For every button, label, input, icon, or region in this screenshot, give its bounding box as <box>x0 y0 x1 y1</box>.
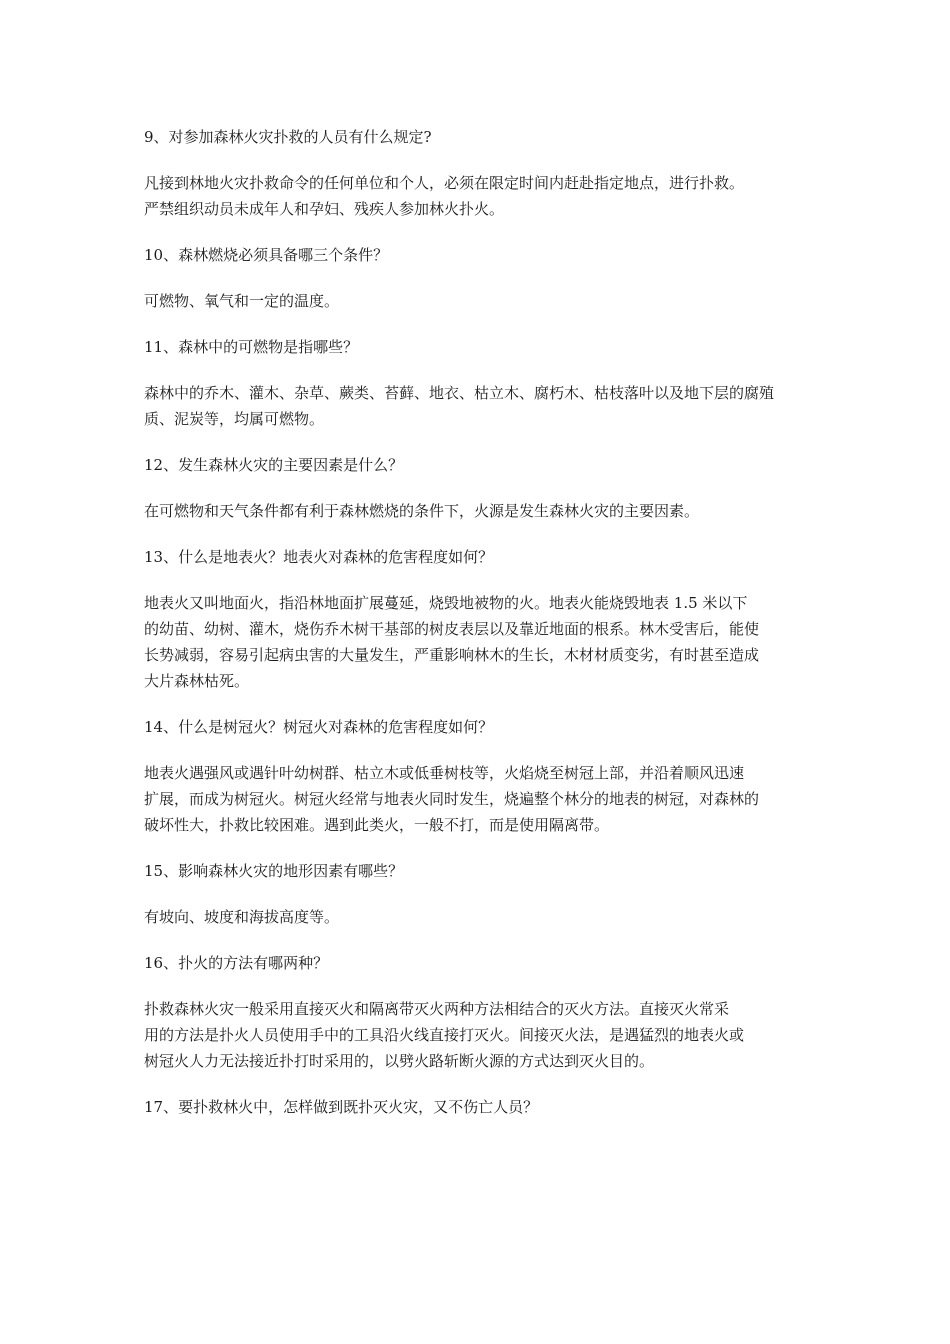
answer-line: 大片森林枯死。 <box>144 672 250 690</box>
answer-line: 的幼苗、幼树、灌木，烧伤乔木树干基部的树皮表层以及靠近地面的根系。林木受害后，能使 <box>144 620 760 638</box>
answer-16 <box>144 996 808 1074</box>
question-16: 16、扑火的方法有哪两种？ <box>144 954 329 972</box>
answer-line: 在可燃物和天气条件都有利于森林燃烧的条件下，火源是发生森林火灾的主要因素。 <box>144 502 700 520</box>
document-body <box>144 124 808 1140</box>
answer-line: 破坏性大，扑救比较困难。遇到此类火，一般不打，而是使用隔离带。 <box>144 816 610 834</box>
answer-line: 有坡向、坡度和海拔高度等。 <box>144 908 340 926</box>
answer-12 <box>144 498 808 524</box>
answer-line: 用的方法是扑火人员使用手中的工具沿火线直接打灭火。间接灭火法，是遇猛烈的地表火或 <box>144 1026 745 1044</box>
question-17: 17、要扑救林火中，怎样做到既扑灭火灾，又不伤亡人员？ <box>144 1098 539 1116</box>
answer-9 <box>144 170 808 222</box>
answer-line: 凡接到林地火灾扑救命令的任何单位和个人，必须在限定时间内赶赴指定地点，进行扑救。 <box>144 174 745 192</box>
question-13: 13、什么是地表火？地表火对森林的危害程度如何？ <box>144 548 494 566</box>
answer-line: 严禁组织动员未成年人和孕妇、残疾人参加林火扑火。 <box>144 200 505 218</box>
answer-10 <box>144 288 808 314</box>
answer-line: 森林中的乔木、灌木、杂草、蕨类、苔藓、地衣、枯立木、腐朽木、枯枝落叶以及地下层的腐殖 <box>144 384 775 402</box>
question-12: 12、发生森林火灾的主要因素是什么？ <box>144 456 404 474</box>
question-10: 10、森林燃烧必须具备哪三个条件？ <box>144 246 389 264</box>
answer-11 <box>144 380 808 432</box>
answer-line: 树冠火人力无法接近扑打时采用的，以劈火路斩断火源的方式达到灭火目的。 <box>144 1052 655 1070</box>
answer-line: 扑救森林火灾一般采用直接灭火和隔离带灭火两种方法相结合的灭火方法。直接灭火常采 <box>144 1000 730 1018</box>
answer-line: 质、泥炭等，均属可燃物。 <box>144 410 325 428</box>
question-9: 9、对参加森林火灾扑救的人员有什么规定? <box>144 128 432 146</box>
answer-line: 可燃物、氧气和一定的温度。 <box>144 292 340 310</box>
answer-15 <box>144 904 808 930</box>
question-15: 15、影响森林火灾的地形因素有哪些？ <box>144 862 404 880</box>
answer-line: 地表火又叫地面火，指沿林地面扩展蔓延，烧毁地被物的火。地表火能烧毁地表 1.5 米以下 <box>144 594 748 612</box>
answer-line: 扩展，而成为树冠火。树冠火经常与地表火同时发生，烧遍整个林分的地表的树冠，对森林的 <box>144 790 760 808</box>
answer-13 <box>144 590 808 694</box>
answer-line: 长势减弱，容易引起病虫害的大量发生，严重影响林木的生长，木材材质变劣，有时甚至造成 <box>144 646 760 664</box>
answer-14 <box>144 760 808 838</box>
question-11: 11、森林中的可燃物是指哪些？ <box>144 338 359 356</box>
answer-line: 地表火遇强风或遇针叶幼树群、枯立木或低垂树枝等，火焰烧至树冠上部，并沿着顺风迅速 <box>144 764 745 782</box>
question-14: 14、什么是树冠火？树冠火对森林的危害程度如何？ <box>144 718 494 736</box>
